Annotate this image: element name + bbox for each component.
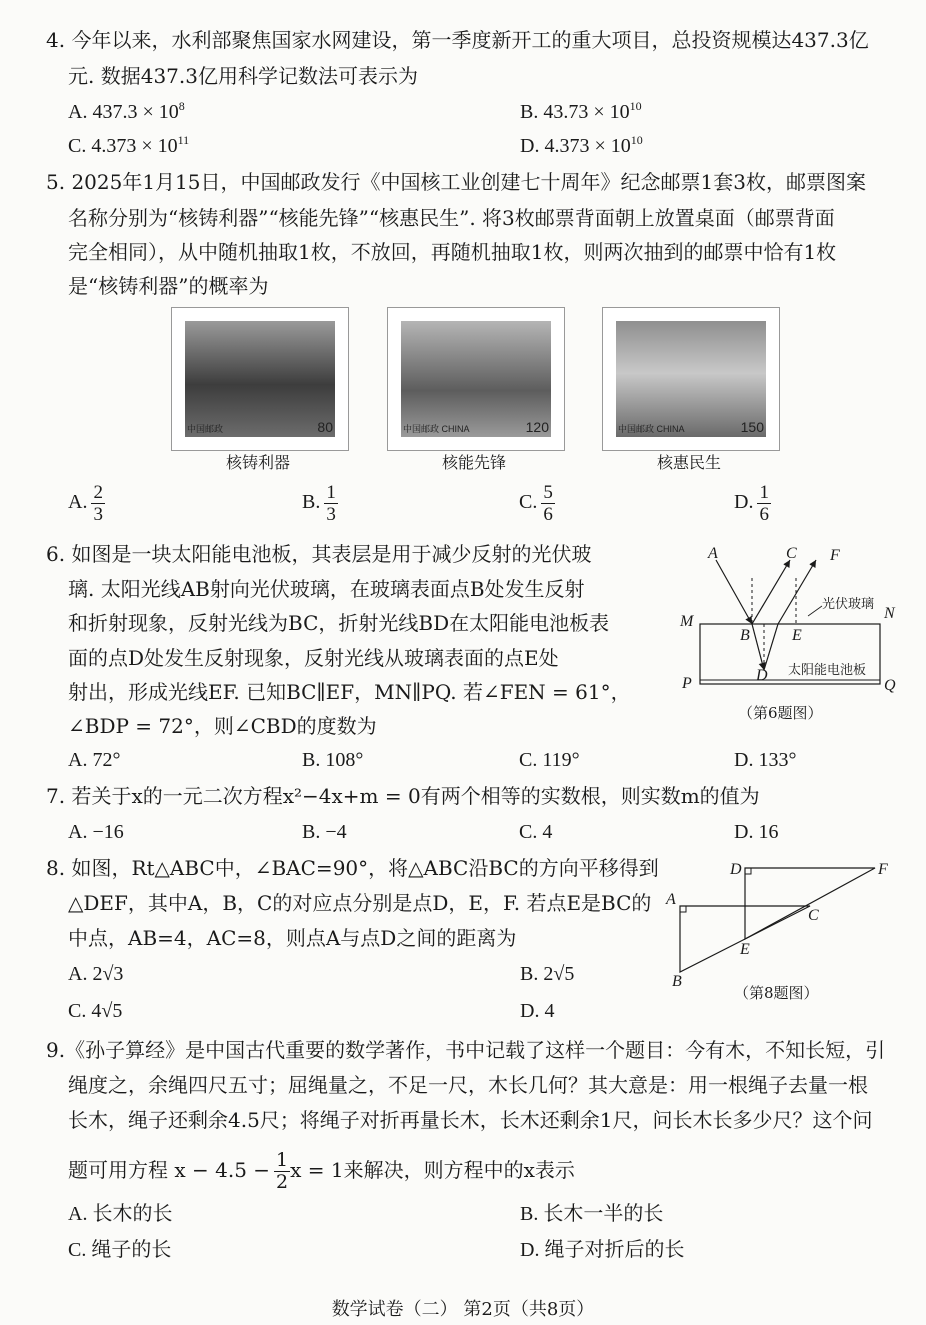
q6-figure-caption: （第6题图）: [738, 704, 823, 722]
q9-stem-line2: 绳度之，余绳四尺五寸；屈绳量之，不足一尺，木长几何？其大意是：用一根绳子去量一根: [68, 1073, 868, 1097]
q4-stem-line1: 4. 今年以来，水利部聚焦国家水网建设，第一季度新开工的重大项目，总投资规模达437.3亿: [46, 28, 869, 52]
q6-point-n: N: [884, 605, 895, 622]
q6-option-d: D. 133°: [734, 749, 797, 771]
stamp-value: 80: [317, 419, 333, 435]
q6-point-b: B: [740, 627, 750, 644]
q4-stem-line2: 元. 数据437.3亿用科学记数法可表示为: [68, 64, 418, 88]
q6-option-c: C. 119°: [519, 749, 580, 771]
q6-point-q: Q: [884, 677, 896, 694]
q5-stem-line4: 是“核铸利器”的概率为: [68, 274, 269, 298]
q8-point-b: B: [672, 973, 682, 990]
q4-option-a: A. $437.3 \times 10^8$: [68, 99, 185, 123]
q7-option-c: C. 4: [519, 821, 553, 843]
q6-stem-line3: 和折射现象，反射光线为BC，折射光线BD在太阳能电池板表: [68, 611, 610, 635]
q6-option-a: A. 72°: [68, 749, 121, 771]
stamp-caption-2: 核能先锋: [442, 453, 507, 472]
stamp-caption-3: 核惠民生: [657, 453, 722, 472]
q6-point-m: M: [680, 613, 694, 630]
stamp-he-neng-xian-feng: [388, 308, 564, 450]
q9-option-b: B. 长木一半的长: [520, 1203, 664, 1225]
q5-option-d: D. $\frac{1}{6}$: [734, 482, 769, 525]
q6-point-p: P: [682, 675, 692, 692]
q6-point-c: C: [786, 545, 797, 562]
q8-point-e: E: [740, 941, 750, 958]
stamp-issuer: 中国邮政 CHINA: [403, 424, 470, 434]
stamp-caption-1: 核铸利器: [226, 453, 291, 472]
q6-point-e: E: [792, 627, 802, 644]
q9-option-c: C. 绳子的长: [68, 1239, 172, 1261]
q7-option-d: D. 16: [734, 821, 779, 843]
q5-stem-line1: 5. 2025年1月15日，中国邮政发行《中国核工业创建七十周年》纪念邮票1套3枚，邮票图案: [46, 170, 866, 194]
q4-option-b: B. $43.73 \times 10^{10}$: [520, 99, 642, 123]
stamp-he-hui-min-sheng: [603, 308, 779, 450]
q5-option-a: A. $\frac{2}{3}$: [68, 482, 103, 525]
q8-stem-line1: 8. 如图，Rt△ABC中，∠BAC=90°，将△ABC沿BC的方向平移得到: [46, 856, 659, 880]
q9-option-a: A. 长木的长: [68, 1203, 173, 1225]
q4-option-c: C. $4.373 \times 10^{11}$: [68, 133, 190, 157]
q9-stem-line1: 9.《孙子算经》是中国古代重要的数学著作，书中记载了这样一个题目：今有木，不知长短，引: [46, 1038, 886, 1062]
q6-label-glass: 光伏玻璃: [822, 597, 875, 612]
q8-point-c: C: [808, 907, 819, 924]
q8-stem-line3: 中点，AB=4，AC=8，则点A与点D之间的距离为: [68, 926, 517, 950]
q7-stem: 7. 若关于x的一元二次方程x²−4x+m = 0有两个相等的实数根，则实数m的值为: [46, 784, 760, 808]
q5-stem-line2: 名称分别为“核铸利器”“核能先锋”“核惠民生”. 将3枚邮票背面朝上放置桌面（邮票背面: [68, 206, 835, 230]
q6-figure-solar-panel: [672, 538, 908, 698]
q8-option-d: D. 4: [520, 1000, 555, 1022]
q8-figure-caption: （第8题图）: [734, 984, 819, 1002]
q8-figure-translation: [660, 852, 900, 992]
q7-option-a: A. −16: [68, 821, 124, 843]
q8-point-f: F: [878, 861, 888, 878]
q8-point-d: D: [730, 861, 742, 878]
q6-stem-line2: 璃. 太阳光线AB射向光伏玻璃，在玻璃表面点B处发生反射: [68, 577, 585, 601]
stamp-he-zhu-li-qi: [172, 308, 348, 450]
q6-point-d: D: [756, 667, 768, 684]
q6-point-a: A: [708, 545, 718, 562]
q8-point-a: A: [666, 891, 676, 908]
q6-stem-line1: 6. 如图是一块太阳能电池板，其表层是用于减少反射的光伏玻: [46, 542, 592, 566]
q7-option-b: B. −4: [302, 821, 347, 843]
q6-point-f: F: [830, 547, 840, 564]
stamp-image: [185, 321, 335, 437]
q6-stem-line6: ∠BDP = 72°，则∠CBD的度数为: [68, 714, 377, 738]
q4-option-d: D. $4.373 \times 10^{10}$: [520, 133, 643, 157]
stamp-value: 120: [525, 419, 549, 435]
stamp-issuer: 中国邮政 CHINA: [618, 424, 685, 434]
q8-option-c: C. 4√5: [68, 1000, 123, 1022]
q6-label-panel: 太阳能电池板: [788, 663, 867, 678]
q6-stem-line5: 射出，形成光线EF. 已知BC∥EF，MN∥PQ. 若∠FEN = 61°，: [68, 680, 631, 704]
q9-option-d: D. 绳子对折后的长: [520, 1239, 685, 1261]
page-footer: 数学试卷（二） 第2页（共8页）: [331, 1299, 595, 1320]
q6-stem-line4: 面的点D处发生反射现象，反射光线从玻璃表面的点E处: [68, 646, 559, 670]
q8-option-b: B. 2√5: [520, 963, 575, 985]
q6-option-b: B. 108°: [302, 749, 364, 771]
q5-option-c: C. $\frac{5}{6}$: [519, 482, 553, 525]
stamp-value: 150: [740, 419, 764, 435]
stamp-issuer: 中国邮政: [187, 424, 224, 434]
q8-option-a: A. 2√3: [68, 963, 124, 985]
q9-stem-line3: 长木，绳子还剩余4.5尺；将绳子对折再量长木，长木还剩余1尺，问长木长多少尺？这个问: [68, 1108, 873, 1132]
q5-option-b: B. $\frac{1}{3}$: [302, 482, 336, 525]
q9-stem-line4: 题可用方程 x − 4.5 − $\frac{1}{2}$ x = 1来解决，则方程中的x表示: [68, 1149, 575, 1193]
q5-stem-line3: 完全相同），从中随机抽取1枚，不放回，再随机抽取1枚，则两次抽到的邮票中恰有1枚: [68, 240, 837, 264]
q8-stem-line2: △DEF，其中A，B，C的对应点分别是点D，E，F. 若点E是BC的: [68, 891, 652, 915]
